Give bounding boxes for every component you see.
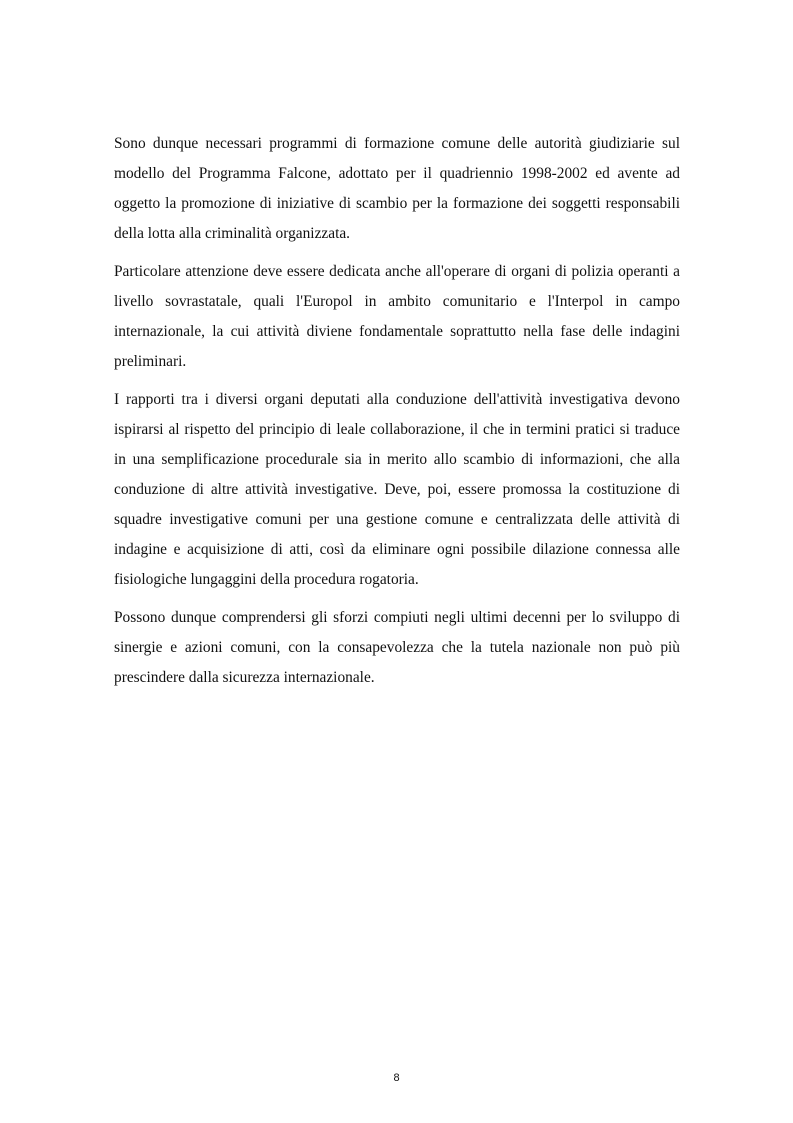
paragraph-3: I rapporti tra i diversi organi deputati alla conduzione dell'attività investigativa devono ispirarsi al rispetto del principio di leale collaborazione, il che in termini pratici si traduce in una semplificazione procedurale sia in merito allo scambio di informazioni, che alla conduzione di altre attività investigative. Deve, poi, essere promossa la costituzione di squadre investigative comuni per una gestione comune e centralizzata delle attività di indagine e acquisizione di atti, così da eliminare ogni possibile dilazione connessa alle fisiologiche lungaggini della procedura rogatoria. [114, 391, 680, 588]
document-body [114, 129, 680, 701]
paragraph-1: Sono dunque necessari programmi di formazione comune delle autorità giudiziarie sul modello del Programma Falcone, adottato per il quadriennio 1998-2002 ed avente ad oggetto la promozione di iniziative di scambio per la formazione dei soggetti responsabili della lotta alla criminalità organizzata. [114, 135, 680, 242]
page-number: 8 [393, 1072, 400, 1084]
paragraph-4: Possono dunque comprendersi gli sforzi compiuti negli ultimi decenni per lo sviluppo di sinergie e azioni comuni, con la consapevolezza che la tutela nazionale non può più prescindere dalla sicurezza internazionale. [114, 609, 680, 686]
paragraph-2: Particolare attenzione deve essere dedicata anche all'operare di organi di polizia operanti a livello sovrastatale, quali l'Europol in ambito comunitario e l'Interpol in campo internazionale, la cui attività diviene fondamentale soprattutto nella fase delle indagini preliminari. [114, 263, 680, 370]
